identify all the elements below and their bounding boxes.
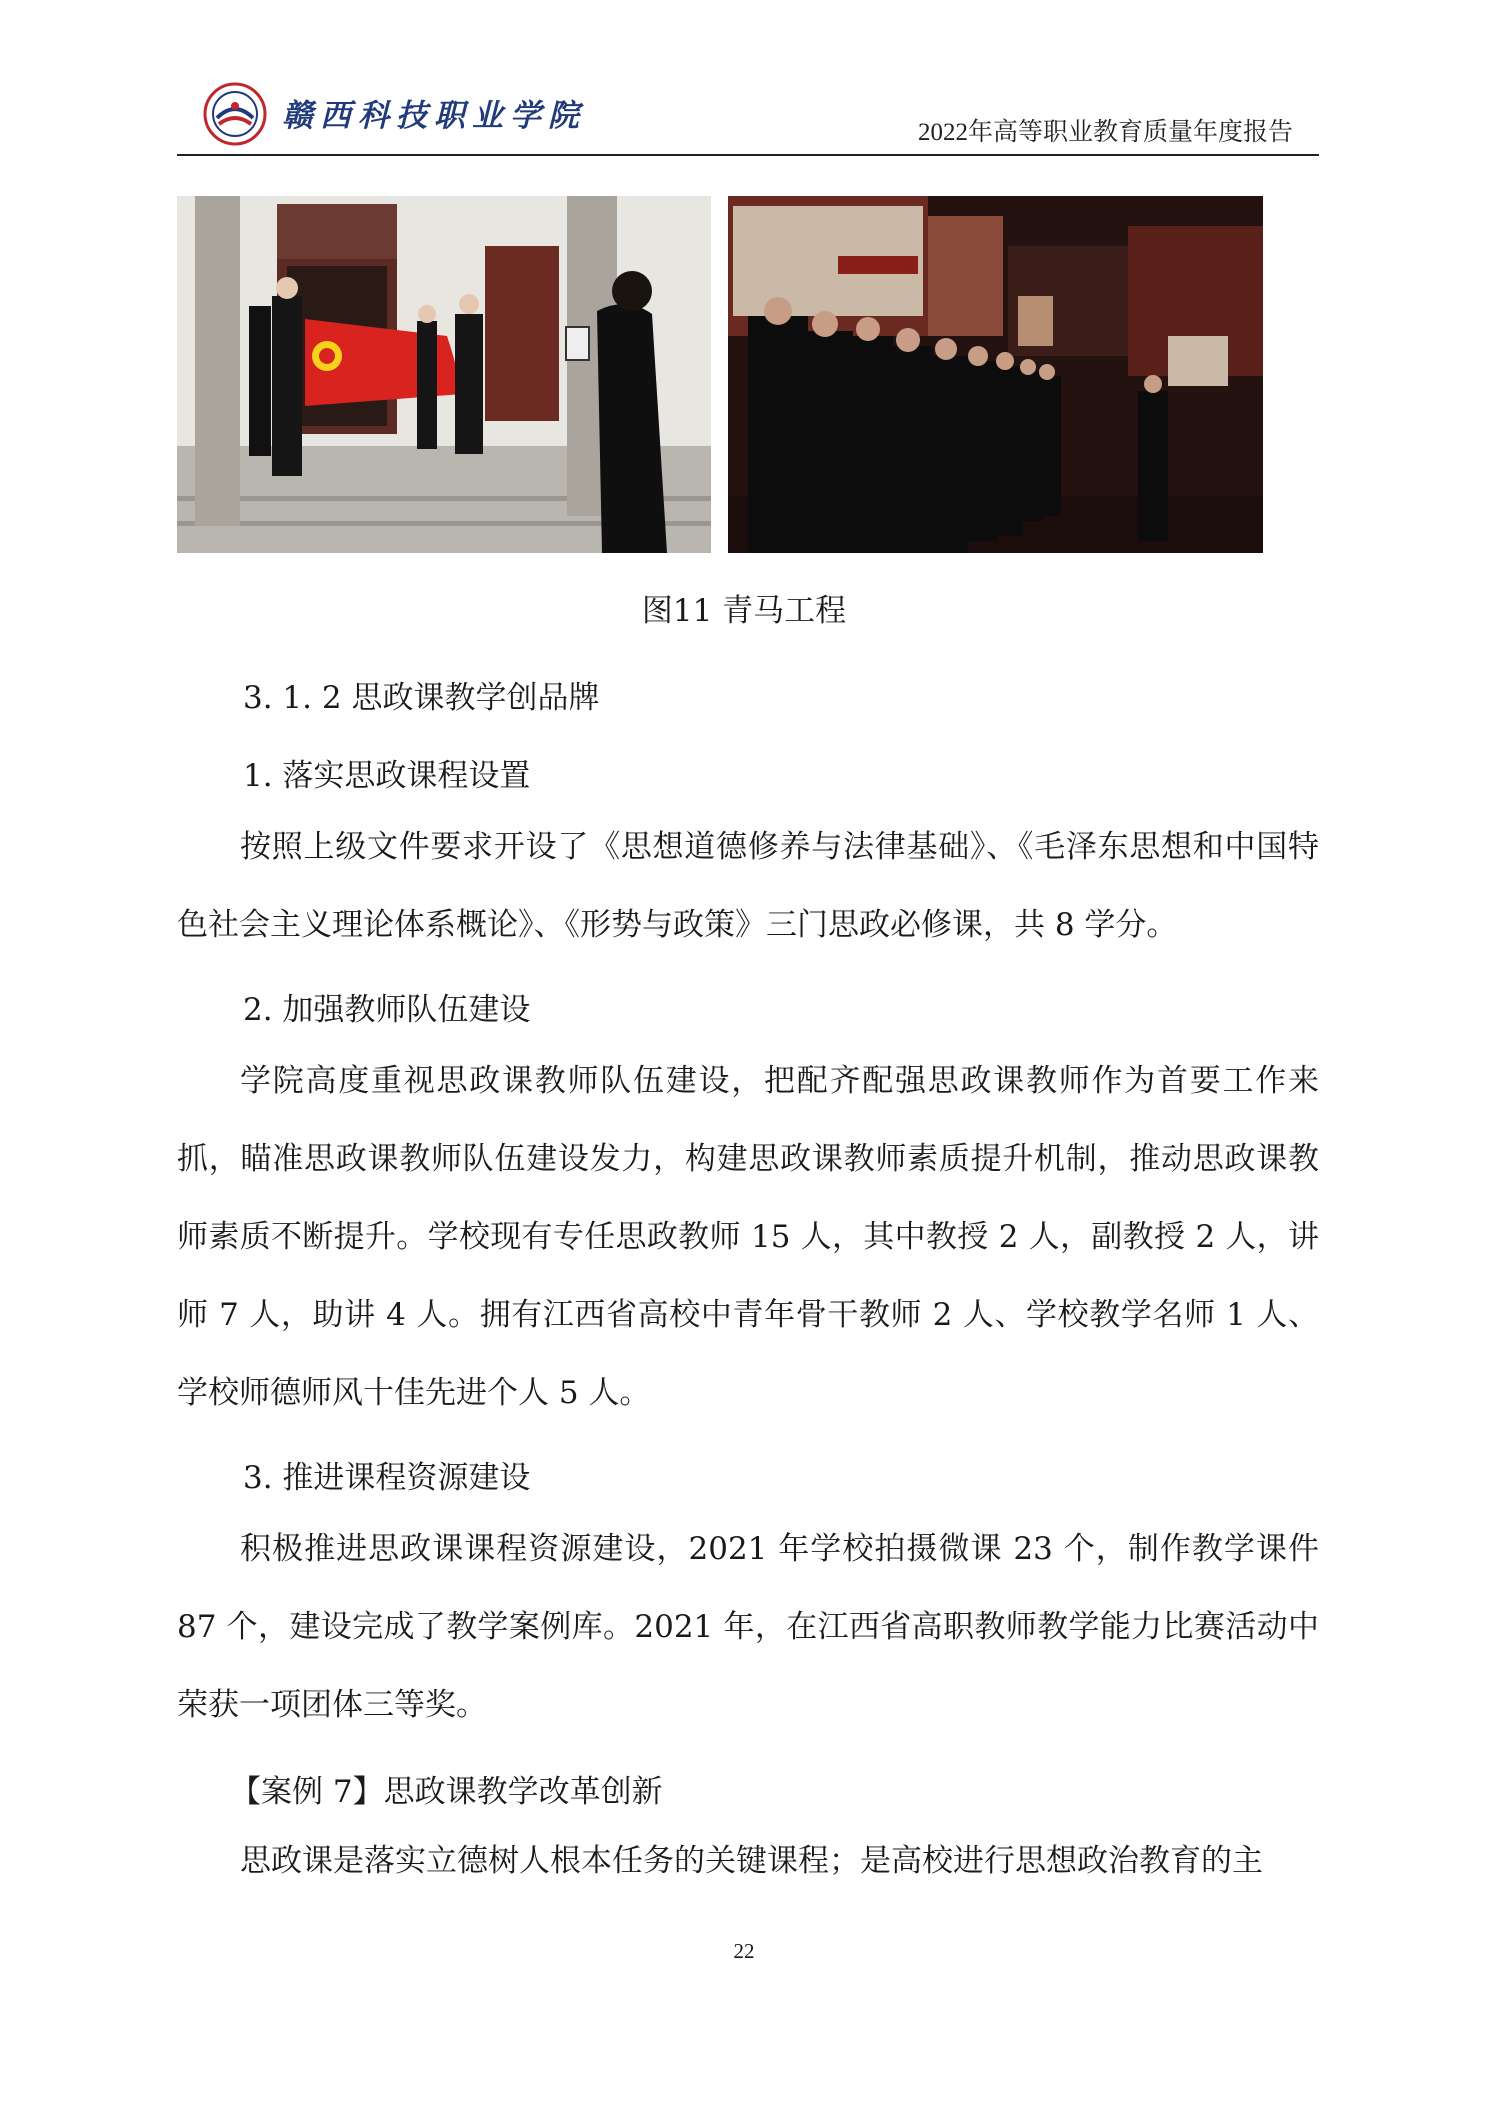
paragraph-4: 思政课是落实立德树人根本任务的关键课程；是高校进行思想政治教育的主 xyxy=(240,1843,1263,1879)
paragraph-1: 按照上级文件要求开设了《思想道德修养与法律基础》、《毛泽东思想和中国特色社会主义理论体系概论》、《形势与政策》三门思政必修课，共 8 学分。 xyxy=(177,829,1319,943)
paragraph-2: 学院高度重视思政课教师队伍建设，把配齐配强思政课教师作为首要工作来抓，瞄准思政课教师队伍建设发力，构建思政课教师素质提升机制，推动思政课教师素质不断提升。学校现有专任思政教师 15 人，其中教授 2 人，副教授 2 人，讲师 7 人，助讲 4 人。拥有江西省高校中青年骨干教师 2 人、学校教学名师 1 人、学校师德师风十佳先进个人 5 人。 xyxy=(177,1063,1319,1411)
school-emblem-icon xyxy=(203,82,267,146)
section-heading-3-1-2: 3. 1. 2 思政课教学创品牌 xyxy=(243,680,600,716)
case-title: 【案例 7】思政课教学改革创新 xyxy=(230,1774,663,1810)
subheading-3: 3. 推进课程资源建设 xyxy=(243,1460,531,1496)
exhibition-hall-photo xyxy=(728,196,1263,553)
flag-ceremony-photo xyxy=(177,196,711,553)
paragraph-3: 积极推进思政课课程资源建设，2021 年学校拍摄微课 23 个，制作教学课件 87 个，建设完成了教学案例库。2021 年，在江西省高职教师教学能力比赛活动中荣获一项团体三等奖。 xyxy=(177,1531,1319,1723)
report-title: 2022年高等职业教育质量年度报告 xyxy=(917,119,1293,146)
subheading-1: 1. 落实思政课程设置 xyxy=(243,758,531,794)
subheading-2: 2. 加强教师队伍建设 xyxy=(243,992,531,1028)
figure-caption: 图11 青马工程 xyxy=(641,593,847,629)
page-number: 22 xyxy=(733,1939,755,1963)
school-name: 赣西科技职业学院 xyxy=(282,98,586,134)
page-header xyxy=(177,72,1319,156)
